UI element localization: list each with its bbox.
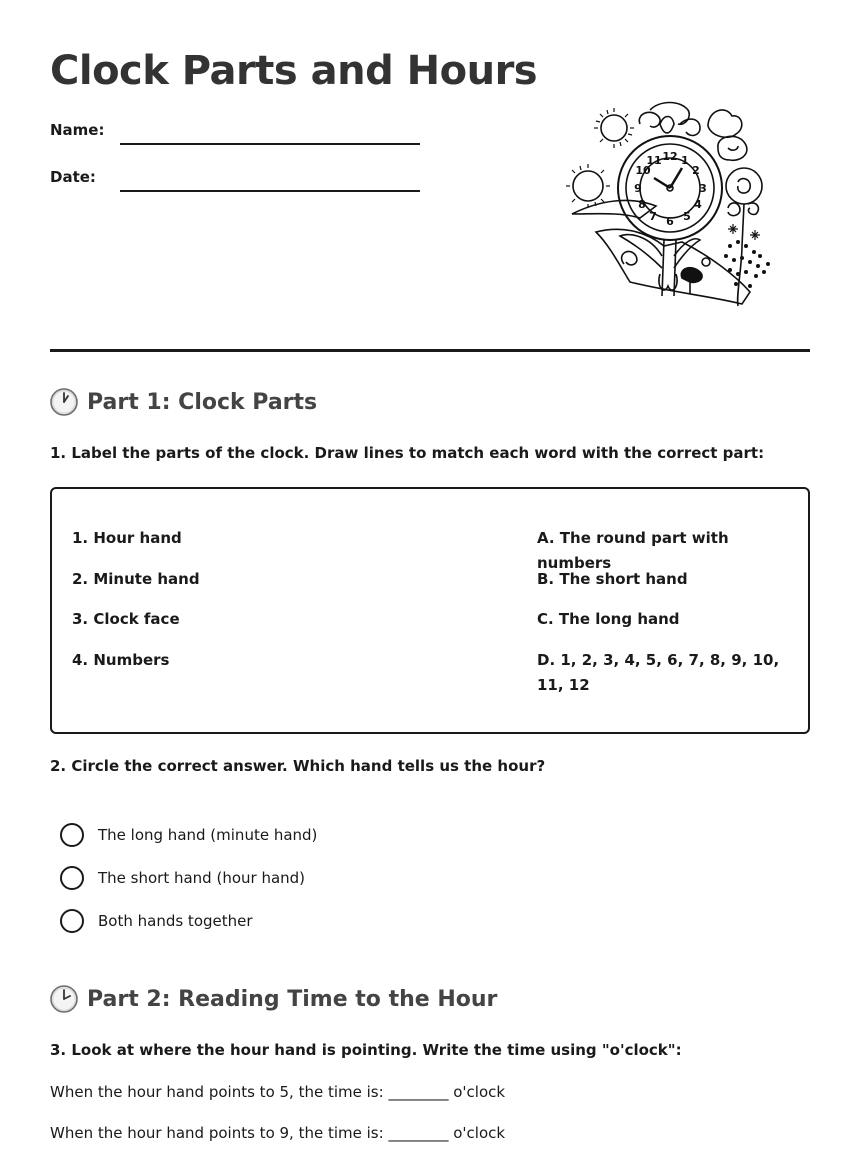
fill-in-prefix: When the hour hand points to 5, the time is: bbox=[50, 1083, 384, 1101]
name-label: Name: bbox=[50, 121, 105, 139]
header-divider bbox=[50, 349, 810, 352]
radio-circle[interactable] bbox=[60, 909, 84, 933]
part2-heading-text: Part 2: Reading Time to the Hour bbox=[87, 986, 498, 1012]
match-left-item[interactable]: 4. Numbers bbox=[72, 651, 170, 669]
radio-circle[interactable] bbox=[60, 866, 84, 890]
svg-text:4: 4 bbox=[694, 198, 702, 211]
svg-text:8: 8 bbox=[638, 198, 646, 211]
part1-heading-text: Part 1: Clock Parts bbox=[87, 389, 318, 415]
clock-two-icon bbox=[50, 985, 78, 1013]
svg-text:2: 2 bbox=[692, 164, 700, 177]
match-right-item[interactable]: C. The long hand bbox=[537, 610, 680, 628]
flower-clock-illustration bbox=[560, 96, 780, 312]
match-right-item[interactable]: B. The short hand bbox=[537, 570, 688, 588]
matching-box bbox=[50, 487, 810, 734]
svg-text:5: 5 bbox=[683, 210, 691, 223]
match-left-item[interactable]: 1. Hour hand bbox=[72, 529, 182, 547]
svg-text:12: 12 bbox=[662, 150, 678, 163]
answer-option[interactable] bbox=[60, 823, 317, 847]
fill-in-line bbox=[50, 1124, 505, 1142]
answer-option[interactable] bbox=[60, 866, 305, 890]
fill-in-blank[interactable]: ________ bbox=[388, 1124, 449, 1142]
svg-text:6: 6 bbox=[666, 215, 674, 228]
name-field-line[interactable] bbox=[120, 143, 420, 145]
sun-icon bbox=[566, 164, 610, 208]
question-3: 3. Look at where the hour hand is pointing. Write the time using "o'clock": bbox=[50, 1041, 682, 1059]
match-left-item[interactable]: 3. Clock face bbox=[72, 610, 180, 628]
svg-text:9: 9 bbox=[634, 182, 642, 195]
answer-option-label: The long hand (minute hand) bbox=[98, 826, 318, 844]
svg-text:3: 3 bbox=[699, 182, 707, 195]
clock-illustration-face bbox=[618, 136, 722, 240]
question-1: 1. Label the parts of the clock. Draw lines to match each word with the correct part: bbox=[50, 444, 765, 462]
sun-icon bbox=[594, 108, 634, 148]
question-2: 2. Circle the correct answer. Which hand tells us the hour? bbox=[50, 757, 546, 775]
clock-one-icon bbox=[50, 388, 78, 416]
match-right-item[interactable]: A. The round part with numbers bbox=[537, 529, 729, 572]
date-field-line[interactable] bbox=[120, 190, 420, 192]
answer-option-label: Both hands together bbox=[98, 912, 253, 930]
radio-circle[interactable] bbox=[60, 823, 84, 847]
fill-in-blank[interactable]: ________ bbox=[388, 1083, 449, 1101]
fill-in-prefix: When the hour hand points to 9, the time is: bbox=[50, 1124, 384, 1142]
part1-heading bbox=[50, 388, 317, 416]
answer-option-label: The short hand (hour hand) bbox=[98, 869, 306, 887]
svg-text:11: 11 bbox=[646, 154, 662, 167]
svg-text:1: 1 bbox=[681, 154, 689, 167]
match-right-item[interactable]: D. 1, 2, 3, 4, 5, 6, 7, 8, 9, 10, 11, 12 bbox=[537, 651, 780, 694]
fill-in-line bbox=[50, 1083, 505, 1101]
fill-in-suffix: o'clock bbox=[453, 1083, 506, 1101]
svg-text:7: 7 bbox=[649, 210, 657, 223]
answer-option[interactable] bbox=[60, 909, 253, 933]
svg-text:10: 10 bbox=[635, 164, 651, 177]
fill-in-suffix: o'clock bbox=[453, 1124, 506, 1142]
date-label: Date: bbox=[50, 168, 96, 186]
match-left-item[interactable]: 2. Minute hand bbox=[72, 570, 200, 588]
part2-heading bbox=[50, 985, 497, 1013]
page-title: Clock Parts and Hours bbox=[50, 48, 538, 94]
